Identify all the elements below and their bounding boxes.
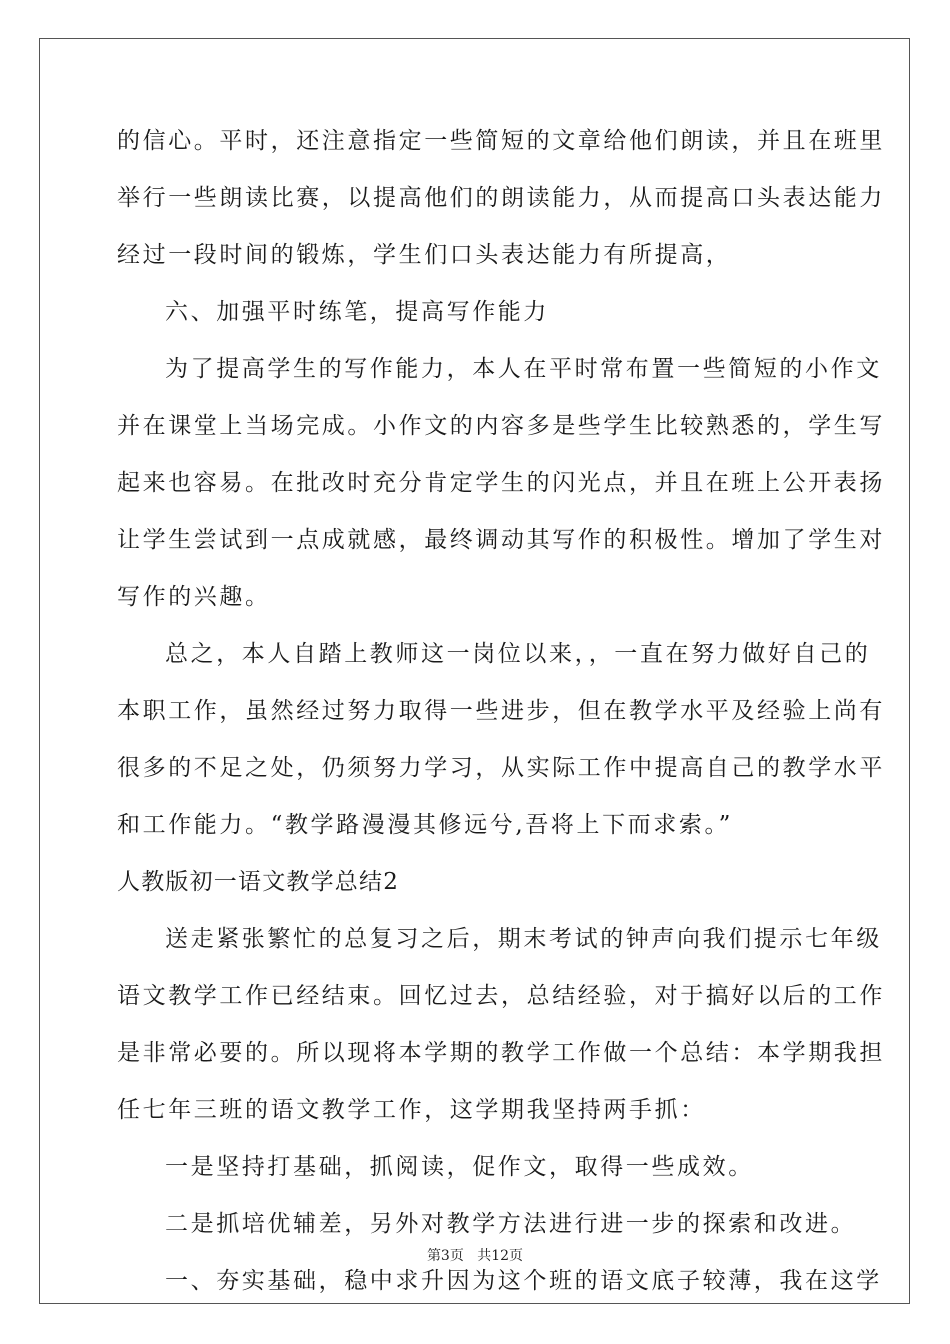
page-footer xyxy=(0,1245,950,1265)
text-line: 是非常必要的。所以现将本学期的教学工作做一个总结：本学期我担 xyxy=(117,1040,885,1066)
text-line: 的信心。平时，还注意指定一些简短的文章给他们朗读，并且在班里 xyxy=(117,128,885,154)
text-line: 很多的不足之处，仍须努力学习，从实际工作中提高自己的教学水平 xyxy=(117,755,885,781)
page-number: 第3页 xyxy=(426,1248,464,1264)
text-line: 本职工作，虽然经过努力取得一些进步，但在教学水平及经验上尚有 xyxy=(117,698,885,724)
text-line: 起来也容易。在批改时充分肯定学生的闪光点，并且在班上公开表扬 xyxy=(117,470,885,496)
text-line: 任七年三班的语文教学工作，这学期我坚持两手抓： xyxy=(117,1097,706,1123)
text-line: 经过一段时间的锻炼，学生们口头表达能力有所提高， xyxy=(117,242,732,268)
text-line: 和工作能力。“教学路漫漫其修远兮,吾将上下而求索。” xyxy=(117,812,733,838)
text-line: 总之，本人自踏上教师这一岗位以来，，一直在努力做好自己的 xyxy=(165,641,871,667)
text-line: 送走紧张繁忙的总复习之后，期末考试的钟声向我们提示七年级 xyxy=(165,926,882,952)
text-line: 举行一些朗读比赛，以提高他们的朗读能力，从而提高口头表达能力 xyxy=(117,185,885,211)
article-title: 人教版初一语文教学总结2 xyxy=(117,869,400,895)
text-line: 并在课堂上当场完成。小作文的内容多是些学生比较熟悉的，学生写 xyxy=(117,413,885,439)
section-heading: 六、加强平时练笔，提高写作能力 xyxy=(165,299,549,325)
text-line: 写作的兴趣。 xyxy=(117,584,271,610)
text-line: 为了提高学生的写作能力，本人在平时常布置一些简短的小作文 xyxy=(165,356,882,382)
text-line: 二是抓培优辅差，另外对教学方法进行进一步的探索和改进。 xyxy=(165,1211,857,1237)
page-total: 共12页 xyxy=(477,1248,524,1264)
text-line: 让学生尝试到一点成就感，最终调动其写作的积极性。增加了学生对 xyxy=(117,527,885,553)
text-line: 语文教学工作已经结束。回忆过去，总结经验，对于搞好以后的工作 xyxy=(117,983,885,1009)
text-line: 一是坚持打基础，抓阅读，促作文，取得一些成效。 xyxy=(165,1154,754,1180)
text-line: 一、夯实基础，稳中求升因为这个班的语文底子较薄，我在这学 xyxy=(165,1268,882,1294)
